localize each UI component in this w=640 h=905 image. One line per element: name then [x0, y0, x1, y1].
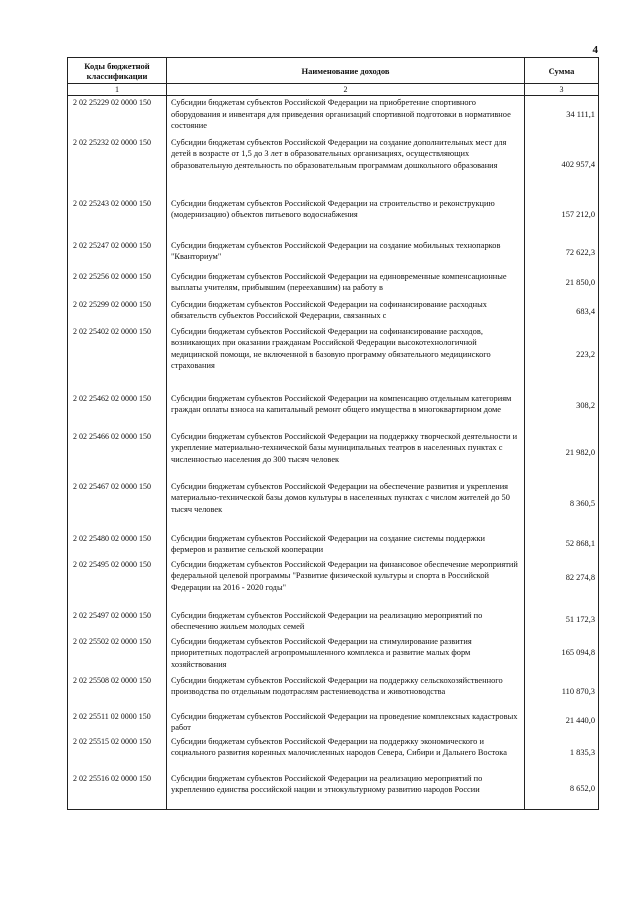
column-number: 3 [525, 84, 599, 96]
budget-code: 2 02 25497 02 0000 150 [68, 609, 167, 635]
column-number-row [68, 84, 599, 96]
budget-code: 2 02 25232 02 0000 150 [68, 136, 167, 197]
budget-code: 2 02 25247 02 0000 150 [68, 239, 167, 270]
revenue-name: Субсидии бюджетам субъектов Российской Федерации на поддержку творческой деятельности и укрепление материально-технической базы муниципальных театров в населенных пунктах с численностью населения до 300 тысяч человек [167, 430, 525, 480]
revenue-amount: 223,2 [525, 325, 599, 392]
table-row [68, 430, 599, 480]
table-row [68, 609, 599, 635]
table-row [68, 270, 599, 298]
revenue-name: Субсидии бюджетам субъектов Российской Федерации на создание мобильных технопарков "Кванториум" [167, 239, 525, 270]
table-row [68, 392, 599, 430]
table-row [68, 96, 599, 136]
table-row [68, 480, 599, 532]
table-row [68, 197, 599, 239]
revenue-name: Субсидии бюджетам субъектов Российской Федерации на проведение комплексных кадастровых работ [167, 710, 525, 735]
budget-code: 2 02 25495 02 0000 150 [68, 558, 167, 609]
revenue-name: Субсидии бюджетам субъектов Российской Федерации на финансовое обеспечение мероприятий федеральной целевой программы "Развитие физической культуры и спорта в Российской Федерации на 2016 - 2020 годы" [167, 558, 525, 609]
revenue-name: Субсидии бюджетам субъектов Российской Федерации на поддержку сельскохозяйственного производства по отдельным подотраслям растениеводства и животноводства [167, 674, 525, 710]
table-row [68, 710, 599, 735]
revenue-name: Субсидии бюджетам субъектов Российской Федерации на стимулирование развития приоритетных подотраслей агропромышленного комплекса и развитие малых форм хозяйствования [167, 635, 525, 674]
header-amount: Сумма [525, 58, 599, 84]
column-number: 2 [167, 84, 525, 96]
revenue-table [67, 57, 599, 810]
revenue-name: Субсидии бюджетам субъектов Российской Федерации на софинансирование расходов, возникающих при оказании гражданам Российской Федерации высокотехнологичной медицинской помощи, не включенной в базовую программу обязательного медицинского страхования [167, 325, 525, 392]
budget-code: 2 02 25462 02 0000 150 [68, 392, 167, 430]
budget-code: 2 02 25466 02 0000 150 [68, 430, 167, 480]
table-row [68, 674, 599, 710]
revenue-name: Субсидии бюджетам субъектов Российской Федерации на единовременные компенсационные выплаты учителям, прибывшим (переехавшим) на работу в [167, 270, 525, 298]
page-number: 4 [592, 44, 598, 56]
column-number: 1 [68, 84, 167, 96]
budget-code: 2 02 25402 02 0000 150 [68, 325, 167, 392]
revenue-amount: 72 622,3 [525, 239, 599, 270]
revenue-name: Субсидии бюджетам субъектов Российской Федерации на компенсацию отдельным категориям граждан оплаты взноса на капитальный ремонт общего имущества в многоквартирном доме [167, 392, 525, 430]
revenue-name: Субсидии бюджетам субъектов Российской Федерации на поддержку экономического и социального развития коренных малочисленных народов Севера, Сибири и Дальнего Востока [167, 735, 525, 772]
revenue-amount: 157 212,0 [525, 197, 599, 239]
table-row [68, 136, 599, 197]
budget-code: 2 02 25511 02 0000 150 [68, 710, 167, 735]
table-row [68, 635, 599, 674]
budget-code: 2 02 25299 02 0000 150 [68, 298, 167, 325]
revenue-amount: 51 172,3 [525, 609, 599, 635]
revenue-name: Субсидии бюджетам субъектов Российской Федерации на реализацию мероприятий по укреплению единства российской нации и этнокультурному развитию народов России [167, 772, 525, 810]
revenue-name: Субсидии бюджетам субъектов Российской Федерации на строительство и реконструкцию (модернизацию) объектов питьевого водоснабжения [167, 197, 525, 239]
revenue-amount: 21 440,0 [525, 710, 599, 735]
budget-code: 2 02 25515 02 0000 150 [68, 735, 167, 772]
revenue-name: Субсидии бюджетам субъектов Российской Федерации на софинансирование расходных обязательств субъектов Российской Федерации, связанных с [167, 298, 525, 325]
revenue-amount: 8 360,5 [525, 480, 599, 532]
revenue-amount: 21 850,0 [525, 270, 599, 298]
revenue-amount: 82 274,8 [525, 558, 599, 609]
revenue-name: Субсидии бюджетам субъектов Российской Федерации на создание дополнительных мест для детей в возрасте от 1,5 до 3 лет в образовательных организациях, осуществляющих образовательную деятельность по образовательным программам дошкольного образования [167, 136, 525, 197]
table-row [68, 532, 599, 558]
revenue-amount: 683,4 [525, 298, 599, 325]
table-row [68, 558, 599, 609]
revenue-name: Субсидии бюджетам субъектов Российской Федерации на реализацию мероприятий по обеспечению жильем молодых семей [167, 609, 525, 635]
table-row [68, 298, 599, 325]
table-row [68, 239, 599, 270]
revenue-amount: 21 982,0 [525, 430, 599, 480]
budget-code: 2 02 25243 02 0000 150 [68, 197, 167, 239]
revenue-name: Субсидии бюджетам субъектов Российской Федерации на создание системы поддержки фермеров и развитие сельской кооперации [167, 532, 525, 558]
budget-code: 2 02 25256 02 0000 150 [68, 270, 167, 298]
header-revenue-name: Наименование доходов [167, 58, 525, 84]
budget-code: 2 02 25502 02 0000 150 [68, 635, 167, 674]
table-row [68, 772, 599, 810]
table-row [68, 325, 599, 392]
table-row [68, 735, 599, 772]
budget-code: 2 02 25480 02 0000 150 [68, 532, 167, 558]
revenue-amount: 1 835,3 [525, 735, 599, 772]
budget-code: 2 02 25516 02 0000 150 [68, 772, 167, 810]
revenue-amount: 52 868,1 [525, 532, 599, 558]
revenue-amount: 8 652,0 [525, 772, 599, 810]
budget-code: 2 02 25508 02 0000 150 [68, 674, 167, 710]
revenue-amount: 402 957,4 [525, 136, 599, 197]
revenue-amount: 165 094,8 [525, 635, 599, 674]
budget-code: 2 02 25229 02 0000 150 [68, 96, 167, 136]
revenue-name: Субсидии бюджетам субъектов Российской Федерации на обеспечение развития и укрепления материально-технической базы домов культуры в населенных пунктах с числом жителей до 50 тысяч человек [167, 480, 525, 532]
table-header-row [68, 58, 599, 84]
header-budget-codes: Коды бюджетной классификации [68, 58, 167, 84]
revenue-amount: 34 111,1 [525, 96, 599, 136]
revenue-amount: 308,2 [525, 392, 599, 430]
revenue-amount: 110 870,3 [525, 674, 599, 710]
budget-code: 2 02 25467 02 0000 150 [68, 480, 167, 532]
revenue-name: Субсидии бюджетам субъектов Российской Федерации на приобретение спортивного оборудования и инвентаря для приведения организаций спортивной подготовки в нормативное состояние [167, 96, 525, 136]
